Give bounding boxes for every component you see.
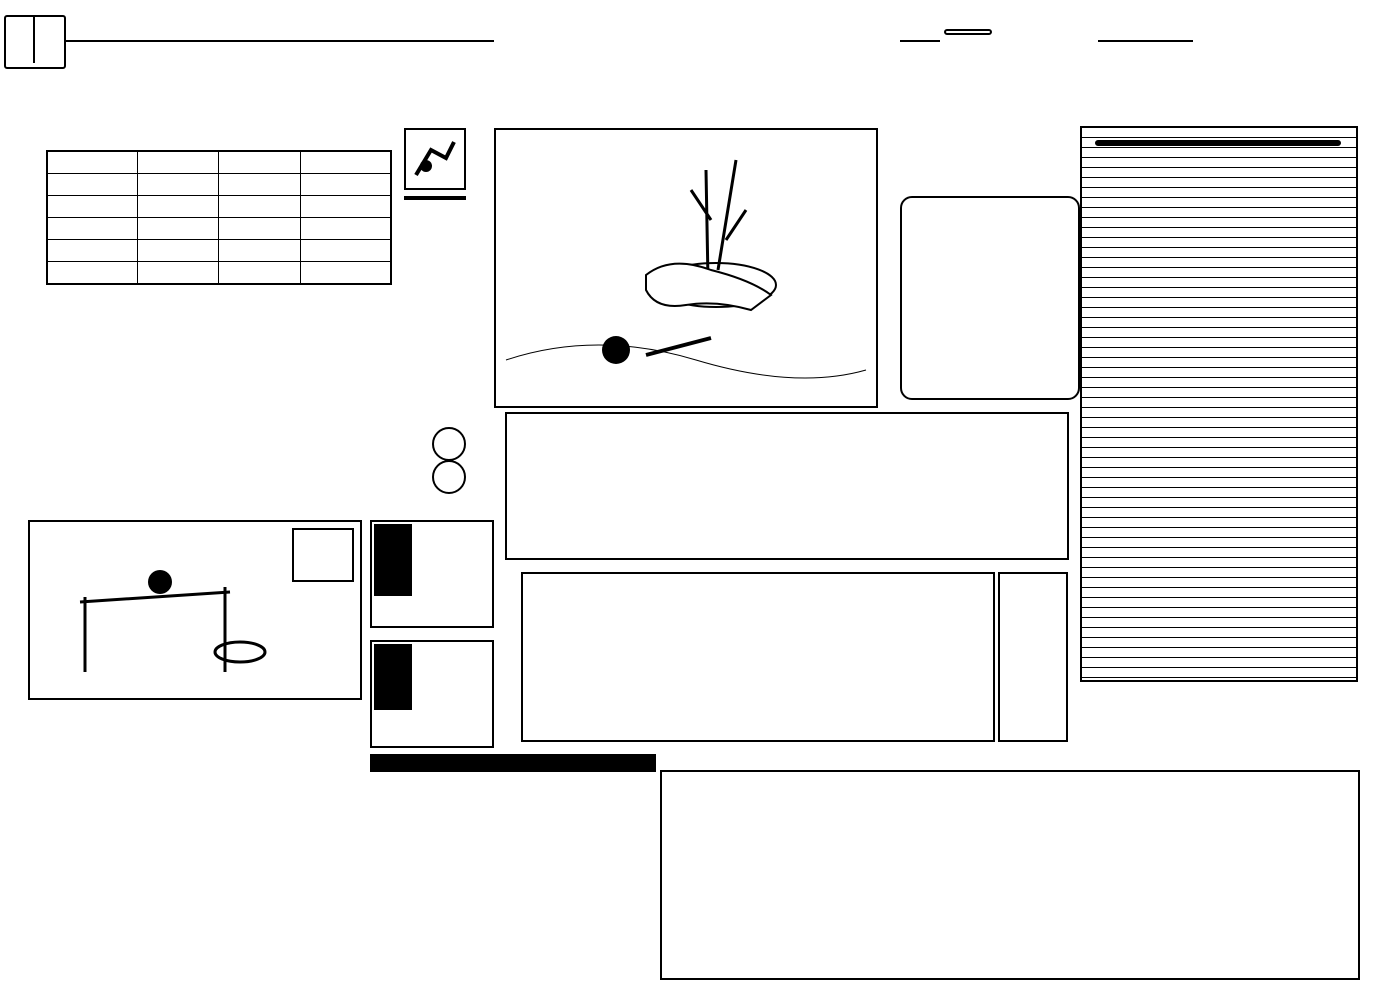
table-row — [47, 262, 391, 285]
col-header — [137, 151, 219, 174]
puzzle-text — [228, 606, 362, 968]
right-strip — [1365, 118, 1389, 978]
this-period-label — [374, 644, 412, 710]
cell-give — [301, 218, 391, 240]
catch-road-num — [432, 460, 466, 494]
bottom-strip — [0, 978, 1391, 1000]
cell-give — [301, 262, 391, 285]
dot-chart-svg — [660, 770, 1360, 980]
cell-max — [137, 174, 219, 196]
cell-min — [219, 262, 301, 285]
table-row — [47, 196, 391, 218]
table-header — [47, 151, 391, 174]
horse-club-box — [505, 412, 1069, 560]
puzzle-icon — [292, 528, 354, 582]
hot-cold-table — [46, 128, 392, 285]
catch-road-num — [432, 427, 466, 461]
table-title — [46, 128, 392, 150]
count-label — [374, 524, 412, 596]
cell-max — [137, 240, 219, 262]
header-rule-2 — [900, 40, 940, 42]
cell-give — [301, 240, 391, 262]
cell-max — [137, 262, 219, 285]
dog-illustration — [494, 128, 878, 408]
zodiac-side — [998, 572, 1068, 742]
col-header — [219, 151, 301, 174]
header-rule-3 — [1098, 40, 1193, 42]
col-header — [301, 151, 391, 174]
cell-give — [301, 196, 391, 218]
cell-min — [219, 174, 301, 196]
left-strip — [0, 118, 24, 978]
cell-min — [219, 218, 301, 240]
col-header — [47, 151, 137, 174]
issue-badge — [944, 29, 992, 35]
scroll-poem — [950, 205, 1070, 355]
cell-give — [301, 174, 391, 196]
zodiac-grid — [521, 572, 995, 742]
cell-max — [137, 218, 219, 240]
table-row — [47, 174, 391, 196]
catch-road-label — [404, 196, 466, 200]
hand-icon — [404, 128, 466, 190]
cell-max — [137, 196, 219, 218]
brand-top — [1095, 140, 1341, 146]
brand-panel — [1080, 126, 1358, 682]
cell-min — [219, 196, 301, 218]
notice-text — [62, 282, 402, 514]
book-icon — [4, 15, 66, 69]
cell-min — [219, 240, 301, 262]
top-strip — [0, 92, 1391, 114]
table-row — [47, 240, 391, 262]
header-rule — [64, 40, 494, 42]
results-title — [370, 754, 656, 772]
table-row — [47, 218, 391, 240]
